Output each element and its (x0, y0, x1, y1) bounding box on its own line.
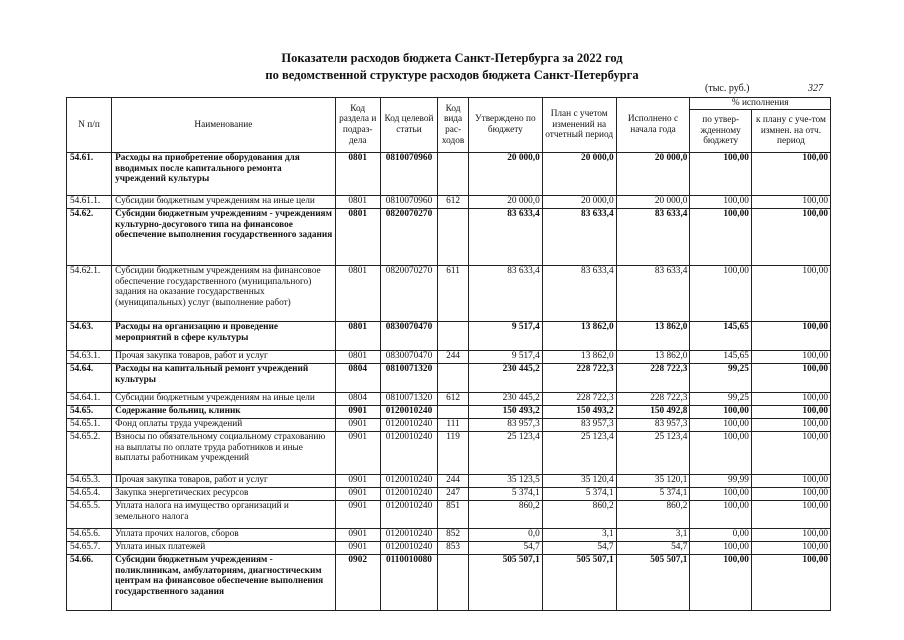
row-executed: 13 862,0 (616, 351, 690, 364)
row-name: Субсидии бюджетным учреждениям на иные цели (112, 393, 336, 406)
header-executed: Исполнено с начала года (616, 98, 690, 153)
row-pct-plan: 100,00 (751, 555, 830, 611)
row-target: 0810070960 (380, 153, 437, 196)
row-target: 0120010240 (380, 406, 437, 419)
row-vid (438, 364, 469, 393)
row-pct-plan: 100,00 (751, 266, 830, 322)
row-razdel: 0901 (335, 419, 380, 432)
header-pct-plan: к плану с уче-том измнен. на отч. период (751, 110, 830, 153)
row-pct-approved: 145,65 (690, 322, 752, 351)
row-number: 54.65.5. (67, 501, 112, 529)
row-name: Субсидии бюджетным учреждениям - поликлиникам, амбулаториям, диагностическим центрам на финансовое обеспечение выполнения государственного задания (112, 555, 336, 611)
row-number: 54.65.2. (67, 432, 112, 475)
row-razdel: 0801 (335, 351, 380, 364)
row-executed: 54,7 (616, 542, 690, 555)
row-executed: 505 507,1 (616, 555, 690, 611)
header-np: N п/п (67, 98, 112, 153)
row-pct-plan: 100,00 (751, 488, 830, 501)
row-vid: 853 (438, 542, 469, 555)
table-row (67, 475, 831, 488)
row-vid: 852 (438, 529, 469, 542)
row-approved: 0,0 (468, 529, 542, 542)
row-razdel: 0801 (335, 322, 380, 351)
row-number: 54.61. (67, 153, 112, 196)
report-subtitle: по ведомственной структуре расходов бюджета Санкт-Петербурга (265, 68, 639, 82)
row-approved: 25 123,4 (468, 432, 542, 475)
row-pct-plan: 100,00 (751, 529, 830, 542)
row-plan: 505 507,1 (542, 555, 616, 611)
row-pct-plan: 100,00 (751, 393, 830, 406)
row-name: Прочая закупка товаров, работ и услуг (112, 475, 336, 488)
row-vid: 851 (438, 501, 469, 529)
row-plan: 83 957,3 (542, 419, 616, 432)
row-plan: 150 493,2 (542, 406, 616, 419)
table-row (67, 153, 831, 196)
row-pct-approved: 99,25 (690, 393, 752, 406)
row-razdel: 0901 (335, 488, 380, 501)
row-pct-approved: 99,25 (690, 364, 752, 393)
row-plan: 20 000,0 (542, 196, 616, 209)
row-pct-approved: 100,00 (690, 196, 752, 209)
row-pct-approved: 145,65 (690, 351, 752, 364)
row-vid (438, 406, 469, 419)
row-pct-approved: 100,00 (690, 266, 752, 322)
row-executed: 25 123,4 (616, 432, 690, 475)
row-executed: 13 862,0 (616, 322, 690, 351)
header-razdel: Код раздела и подраз-дела (335, 98, 380, 153)
row-name: Содержание больниц, клиник (112, 406, 336, 419)
header-target: Код целевой статьи (380, 98, 437, 153)
row-approved: 83 957,3 (468, 419, 542, 432)
row-target: 0110010080 (380, 555, 437, 611)
row-pct-approved: 100,00 (690, 209, 752, 266)
row-pct-plan: 100,00 (751, 501, 830, 529)
row-vid: 244 (438, 351, 469, 364)
row-pct-plan: 100,00 (751, 351, 830, 364)
row-pct-approved: 0,00 (690, 529, 752, 542)
row-target: 0830070470 (380, 351, 437, 364)
row-pct-approved: 100,00 (690, 153, 752, 196)
row-name: Фонд оплаты труда учреждений (112, 419, 336, 432)
row-vid (438, 555, 469, 611)
row-razdel: 0804 (335, 364, 380, 393)
row-vid (438, 322, 469, 351)
table-body (67, 153, 831, 611)
row-razdel: 0901 (335, 501, 380, 529)
header-plan: План с учетом изменений на отчетный период (542, 98, 616, 153)
table-row (67, 393, 831, 406)
row-approved: 230 445,2 (468, 393, 542, 406)
row-plan: 35 120,4 (542, 475, 616, 488)
row-executed: 150 492,8 (616, 406, 690, 419)
row-number: 54.64. (67, 364, 112, 393)
row-vid: 111 (438, 419, 469, 432)
row-number: 54.65.6. (67, 529, 112, 542)
row-number: 54.61.1. (67, 196, 112, 209)
row-executed: 83 633,4 (616, 266, 690, 322)
row-pct-approved: 100,00 (690, 501, 752, 529)
row-pct-approved: 100,00 (690, 488, 752, 501)
row-target: 0120010240 (380, 432, 437, 475)
row-approved: 20 000,0 (468, 153, 542, 196)
row-name: Взносы по обязательному социальному страхованию на выплаты по оплате труда работников и иные выплаты работникам учреждений (112, 432, 336, 475)
row-approved: 35 123,5 (468, 475, 542, 488)
row-target: 0820070270 (380, 209, 437, 266)
table-row (67, 209, 831, 266)
units-label: (тыс. руб.) (705, 83, 750, 94)
row-number: 54.65.1. (67, 419, 112, 432)
page-number: 327 (808, 83, 823, 94)
table-row (67, 529, 831, 542)
row-razdel: 0801 (335, 196, 380, 209)
row-plan: 3,1 (542, 529, 616, 542)
table-row (67, 555, 831, 611)
row-pct-approved: 100,00 (690, 555, 752, 611)
row-target: 0820070270 (380, 266, 437, 322)
row-pct-plan: 100,00 (751, 364, 830, 393)
row-razdel: 0901 (335, 542, 380, 555)
row-number: 54.65. (67, 406, 112, 419)
row-target: 0120010240 (380, 501, 437, 529)
row-pct-plan: 100,00 (751, 322, 830, 351)
row-target: 0120010240 (380, 542, 437, 555)
row-executed: 228 722,3 (616, 364, 690, 393)
row-target: 0120010240 (380, 529, 437, 542)
expenditure-table (66, 97, 831, 611)
row-pct-plan: 100,00 (751, 475, 830, 488)
report-title: Показатели расходов бюджета Санкт-Петербурга за 2022 год (281, 51, 623, 65)
row-razdel: 0901 (335, 432, 380, 475)
row-executed: 3,1 (616, 529, 690, 542)
row-pct-approved: 100,00 (690, 419, 752, 432)
row-name: Субсидии бюджетным учреждениям на финансовое обеспечение государственного (муниципального) задания на оказание государственных (муниципальных) услуг (выполнение работ) (112, 266, 336, 322)
row-razdel: 0901 (335, 529, 380, 542)
row-executed: 860,2 (616, 501, 690, 529)
row-executed: 83 957,3 (616, 419, 690, 432)
header-approved: Утверждено по бюджету (468, 98, 542, 153)
row-vid: 119 (438, 432, 469, 475)
header-vid: Код вида рас-ходов (438, 98, 469, 153)
row-vid: 612 (438, 393, 469, 406)
row-target: 0810071320 (380, 393, 437, 406)
row-plan: 5 374,1 (542, 488, 616, 501)
row-pct-approved: 99,99 (690, 475, 752, 488)
row-number: 54.63.1. (67, 351, 112, 364)
row-razdel: 0801 (335, 153, 380, 196)
row-executed: 35 120,1 (616, 475, 690, 488)
row-pct-plan: 100,00 (751, 406, 830, 419)
row-razdel: 0902 (335, 555, 380, 611)
row-vid (438, 153, 469, 196)
row-number: 54.64.1. (67, 393, 112, 406)
row-approved: 230 445,2 (468, 364, 542, 393)
table-row (67, 351, 831, 364)
row-plan: 83 633,4 (542, 266, 616, 322)
header-name: Наименование (112, 98, 336, 153)
row-number: 54.65.7. (67, 542, 112, 555)
row-name: Расходы на организацию и проведение мероприятий в сфере культуры (112, 322, 336, 351)
row-vid: 244 (438, 475, 469, 488)
row-approved: 860,2 (468, 501, 542, 529)
table-row (67, 488, 831, 501)
row-pct-plan: 100,00 (751, 419, 830, 432)
row-name: Уплата иных платежей (112, 542, 336, 555)
row-razdel: 0901 (335, 406, 380, 419)
row-pct-plan: 100,00 (751, 542, 830, 555)
row-plan: 13 862,0 (542, 322, 616, 351)
table-row (67, 364, 831, 393)
row-approved: 9 517,4 (468, 351, 542, 364)
row-plan: 25 123,4 (542, 432, 616, 475)
row-executed: 5 374,1 (616, 488, 690, 501)
row-target: 0120010240 (380, 488, 437, 501)
row-approved: 505 507,1 (468, 555, 542, 611)
row-pct-approved: 100,00 (690, 432, 752, 475)
row-executed: 20 000,0 (616, 153, 690, 196)
row-plan: 860,2 (542, 501, 616, 529)
row-name: Расходы на капитальный ремонт учреждений культуры (112, 364, 336, 393)
row-razdel: 0901 (335, 475, 380, 488)
row-vid (438, 209, 469, 266)
row-number: 54.66. (67, 555, 112, 611)
row-name: Уплата налога на имущество организаций и земельного налога (112, 501, 336, 529)
row-executed: 83 633,4 (616, 209, 690, 266)
table-row (67, 322, 831, 351)
table-row (67, 501, 831, 529)
row-pct-approved: 100,00 (690, 542, 752, 555)
row-name: Субсидии бюджетным учреждениям - учреждениям культурно-досугового типа на финансовое обеспечение выполнения государственного задания (112, 209, 336, 266)
header-percent: % исполнения (690, 98, 831, 110)
row-number: 54.63. (67, 322, 112, 351)
row-number: 54.62. (67, 209, 112, 266)
row-number: 54.62.1. (67, 266, 112, 322)
row-approved: 5 374,1 (468, 488, 542, 501)
row-executed: 20 000,0 (616, 196, 690, 209)
row-target: 0810071320 (380, 364, 437, 393)
row-executed: 228 722,3 (616, 393, 690, 406)
row-pct-plan: 100,00 (751, 196, 830, 209)
header-pct-approved: по утвер-жденному бюджету (690, 110, 752, 153)
row-razdel: 0801 (335, 209, 380, 266)
row-pct-plan: 100,00 (751, 209, 830, 266)
row-name: Закупка энергетических ресурсов (112, 488, 336, 501)
row-vid: 611 (438, 266, 469, 322)
row-approved: 150 493,2 (468, 406, 542, 419)
table-row (67, 432, 831, 475)
row-target: 0830070470 (380, 322, 437, 351)
row-plan: 13 862,0 (542, 351, 616, 364)
row-pct-plan: 100,00 (751, 432, 830, 475)
row-name: Субсидии бюджетным учреждениям на иные цели (112, 196, 336, 209)
row-target: 0120010240 (380, 419, 437, 432)
row-name: Расходы на приобретение оборудования для вводимых после капитального ремонта учреждений культуры (112, 153, 336, 196)
table-row (67, 196, 831, 209)
table-row (67, 266, 831, 322)
row-number: 54.65.4. (67, 488, 112, 501)
row-approved: 54,7 (468, 542, 542, 555)
row-vid: 612 (438, 196, 469, 209)
table-row (67, 406, 831, 419)
row-plan: 20 000,0 (542, 153, 616, 196)
row-plan: 83 633,4 (542, 209, 616, 266)
row-approved: 9 517,4 (468, 322, 542, 351)
row-approved: 83 633,4 (468, 209, 542, 266)
row-number: 54.65.3. (67, 475, 112, 488)
row-approved: 83 633,4 (468, 266, 542, 322)
row-target: 0810070960 (380, 196, 437, 209)
row-razdel: 0801 (335, 266, 380, 322)
row-pct-approved: 100,00 (690, 406, 752, 419)
row-plan: 228 722,3 (542, 393, 616, 406)
row-pct-plan: 100,00 (751, 153, 830, 196)
row-vid: 247 (438, 488, 469, 501)
row-plan: 54,7 (542, 542, 616, 555)
row-target: 0120010240 (380, 475, 437, 488)
row-name: Прочая закупка товаров, работ и услуг (112, 351, 336, 364)
row-name: Уплата прочих налогов, сборов (112, 529, 336, 542)
table-row (67, 542, 831, 555)
row-plan: 228 722,3 (542, 364, 616, 393)
table-row (67, 419, 831, 432)
row-approved: 20 000,0 (468, 196, 542, 209)
row-razdel: 0804 (335, 393, 380, 406)
